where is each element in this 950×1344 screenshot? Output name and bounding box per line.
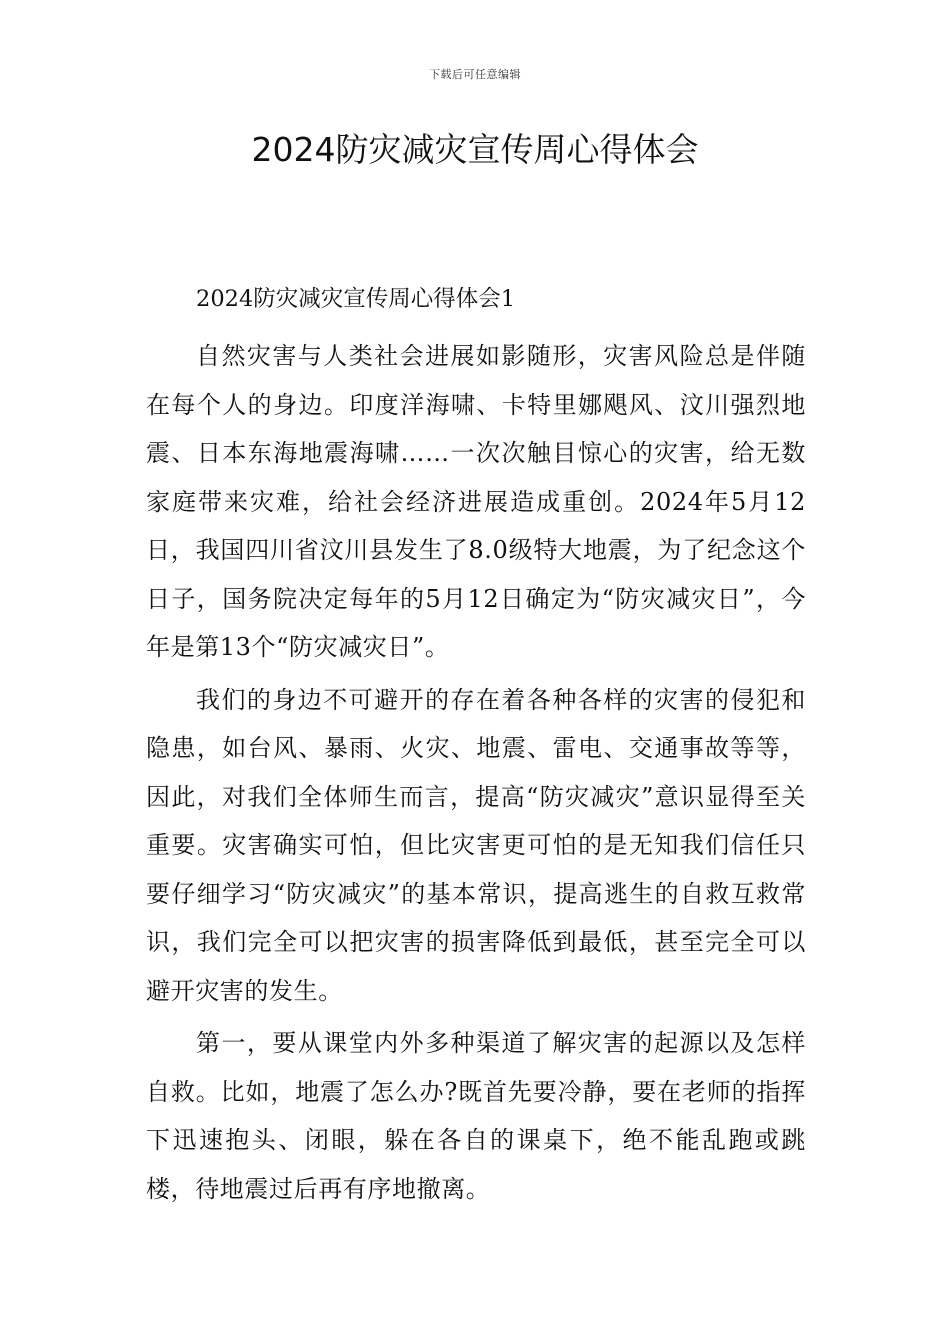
paragraph-2: 我们的身边不可避开的存在着各种各样的灾害的侵犯和隐患，如台风、暴雨、火灾、地震、雷电、交通事故等等，因此，对我们全体师生而言，提高“防灾减灾”意识显得至关重要。灾害确实可怕，但比灾害更可怕的是无知我们信任只要仔细学习“防灾减灾”的基本常识，提高逃生的自救互救常识，我们完全可以把灾害的损害降低到最低，甚至完全可以避开灾害的发生。 — [146, 685, 806, 1005]
header-note: 下载后可任意编辑 — [429, 68, 521, 81]
document-body — [146, 280, 806, 1213]
document-title: 2024防灾减灾宣传周心得体会 — [251, 130, 699, 169]
paragraph-1: 自然灾害与人类社会进展如影随形，灾害风险总是伴随在每个人的身边。印度洋海啸、卡特里娜飓风、汶川强烈地震、日本东海地震海啸……一次次触目惊心的灾害，给无数家庭带来灾难，给社会经济进展造成重创。2024年5月12日，我国四川省汶川县发生了8.0级特大地震，为了纪念这个日子，国务院决定每年的5月12日确定为“防灾减灾日”，今年是第13个“防灾减灾日”。 — [146, 342, 806, 661]
paragraph-3: 第一，要从课堂内外多种渠道了解灾害的起源以及怎样自救。比如，地震了怎么办?既首先要冷静，要在老师的指挥下迅速抱头、闭眼，躲在各自的课桌下，绝不能乱跑或跳楼，待地震过后再有序地撤离。 — [146, 1029, 806, 1203]
section-heading: 2024防灾减灾宣传周心得体会1 — [196, 286, 516, 312]
